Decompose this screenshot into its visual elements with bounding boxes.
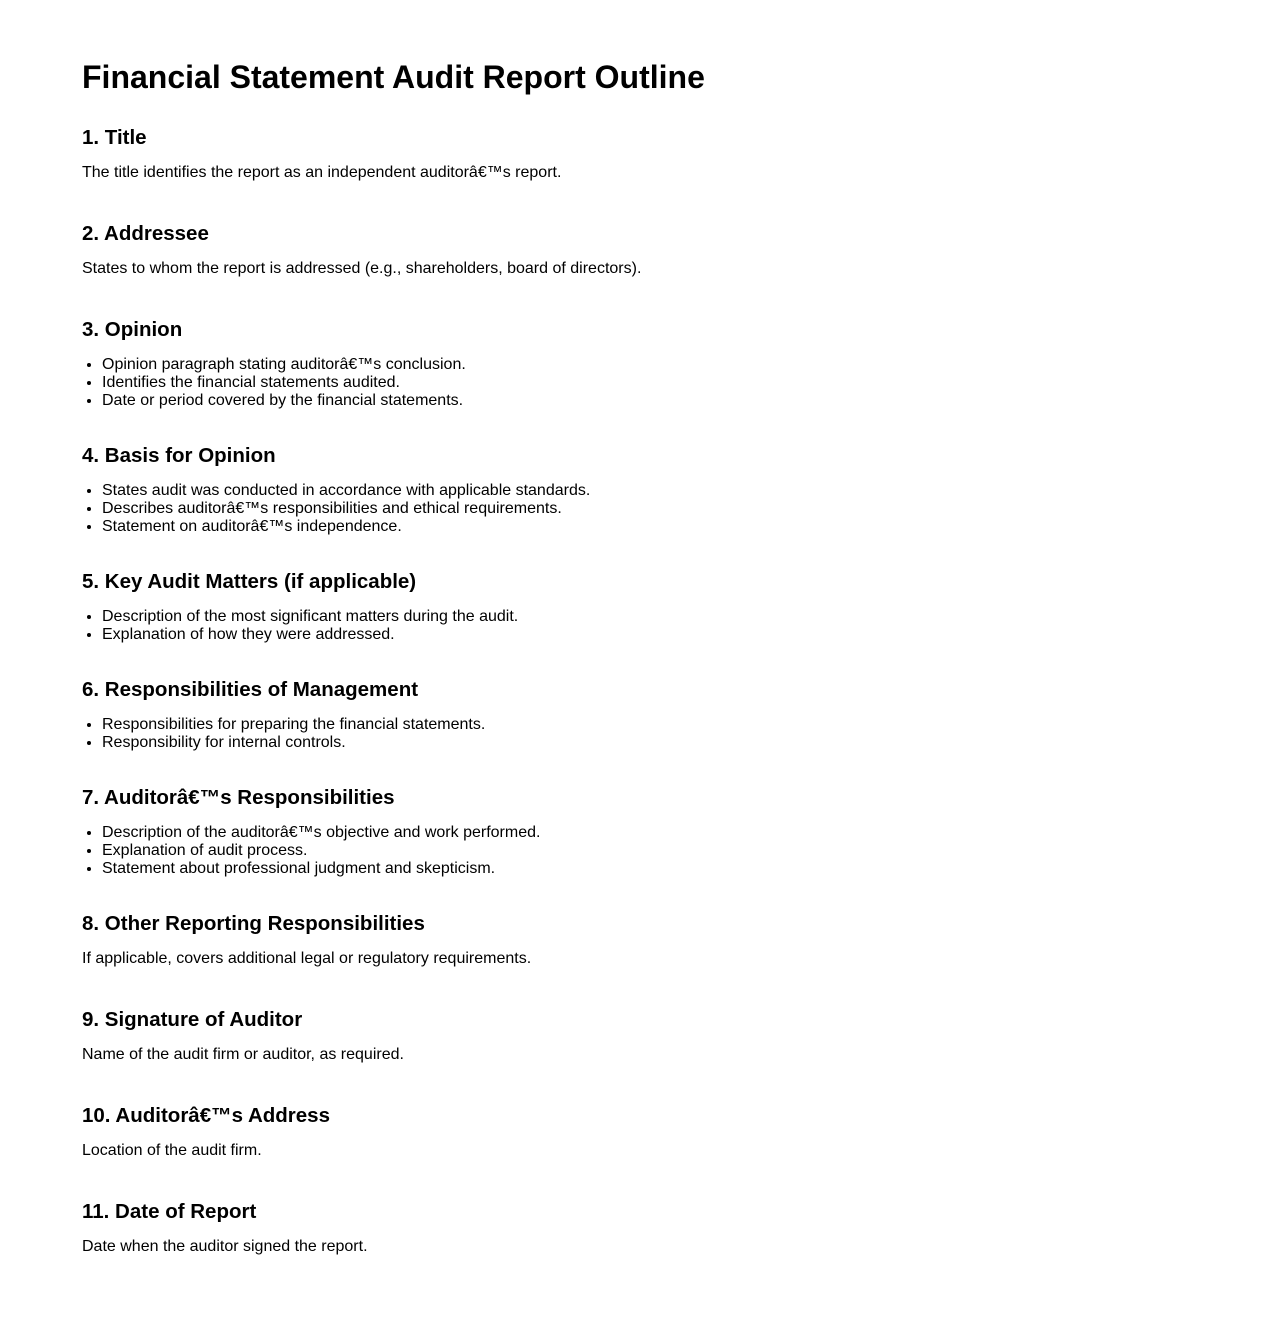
section-basis-for-opinion	[82, 444, 1196, 536]
section-heading: 6. Responsibilities of Management	[82, 678, 419, 701]
section-heading: 3. Opinion	[82, 318, 183, 341]
section-auditors-responsibilities	[82, 786, 1196, 878]
section-signature	[82, 1008, 1196, 1064]
list-item: • Describes auditorâ€™s responsibilities and ethical requirements.	[102, 500, 1196, 518]
section-text: Date when the auditor signed the report.	[82, 1238, 368, 1255]
bullet-list	[82, 716, 1196, 752]
list-item: • Statement on auditorâ€™s independence.	[102, 518, 1196, 536]
bullet-list	[82, 824, 1196, 878]
bullet-list	[82, 482, 1196, 536]
section-auditors-address	[82, 1104, 1196, 1160]
section-heading: 7. Auditorâ€™s Responsibilities	[82, 786, 395, 809]
section-text: The title identifies the report as an independent auditorâ€™s report.	[82, 164, 562, 181]
list-item: • Identifies the financial statements audited.	[102, 374, 1196, 392]
section-heading: 1. Title	[82, 126, 147, 149]
bullet-list	[82, 608, 1196, 644]
list-item: • States audit was conducted in accordance with applicable standards.	[102, 482, 1196, 500]
list-item: • Explanation of audit process.	[102, 842, 1196, 860]
list-item: • Opinion paragraph stating auditorâ€™s conclusion.	[102, 356, 1196, 374]
section-date-of-report	[82, 1200, 1196, 1256]
list-item: • Description of the most significant matters during the audit.	[102, 608, 1196, 626]
section-heading: 9. Signature of Auditor	[82, 1008, 303, 1031]
bullet-list	[82, 356, 1196, 410]
section-heading: 4. Basis for Opinion	[82, 444, 276, 467]
list-item: • Responsibilities for preparing the financial statements.	[102, 716, 1196, 734]
section-heading: 2. Addressee	[82, 222, 209, 245]
section-text: Location of the audit firm.	[82, 1142, 262, 1159]
section-heading: 8. Other Reporting Responsibilities	[82, 912, 425, 935]
section-key-audit-matters	[82, 570, 1196, 644]
section-responsibilities-of-management	[82, 678, 1196, 752]
section-opinion	[82, 318, 1196, 410]
section-text: If applicable, covers additional legal or regulatory requirements.	[82, 950, 532, 967]
section-heading: 10. Auditorâ€™s Address	[82, 1104, 330, 1127]
section-addressee	[82, 222, 1196, 278]
section-heading: 11. Date of Report	[82, 1200, 257, 1223]
page-title: Financial Statement Audit Report Outline	[82, 59, 705, 95]
list-item: • Date or period covered by the financial statements.	[102, 392, 1196, 410]
list-item: • Description of the auditorâ€™s objective and work performed.	[102, 824, 1196, 842]
list-item: • Statement about professional judgment and skepticism.	[102, 860, 1196, 878]
list-item: • Responsibility for internal controls.	[102, 734, 1196, 752]
section-other-reporting	[82, 912, 1196, 968]
section-heading: 5. Key Audit Matters (if applicable)	[82, 570, 417, 593]
section-text: Name of the audit firm or auditor, as required.	[82, 1046, 404, 1063]
section-title	[82, 126, 1196, 182]
section-text: States to whom the report is addressed (e.g., shareholders, board of directors).	[82, 260, 642, 277]
list-item: • Explanation of how they were addressed.	[102, 626, 1196, 644]
